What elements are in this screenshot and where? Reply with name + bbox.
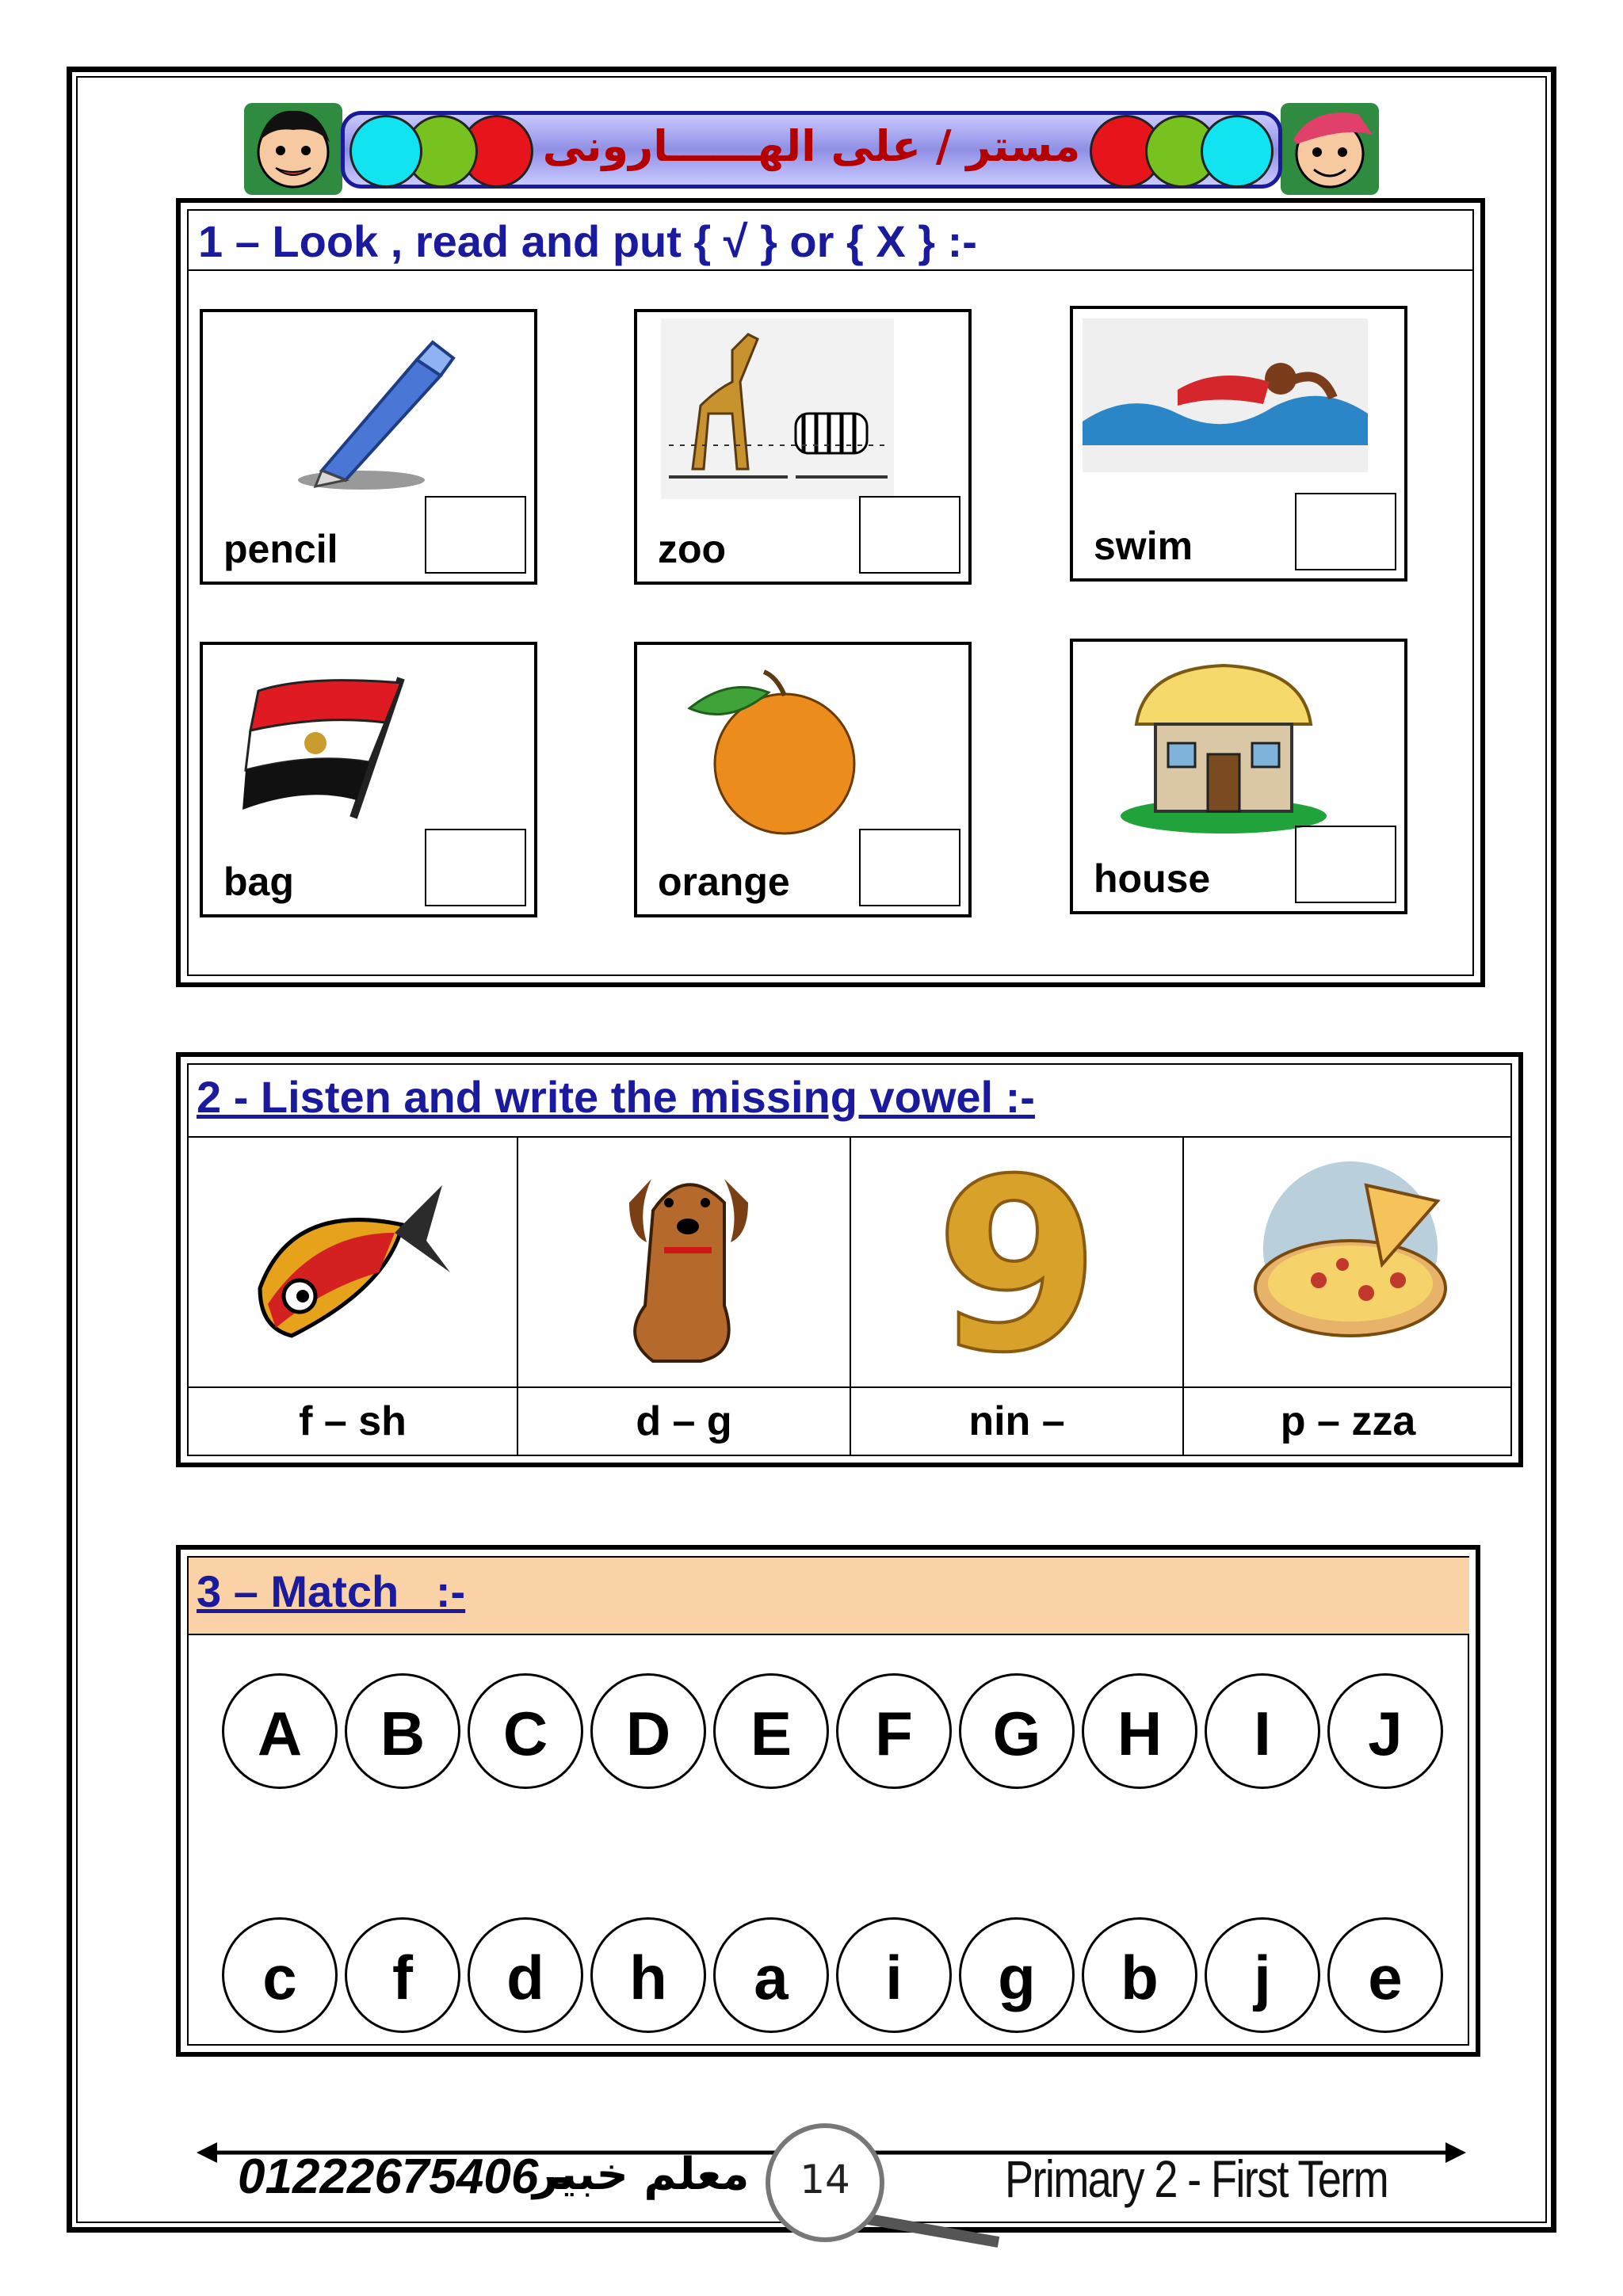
answer-box[interactable]	[425, 496, 526, 574]
giraffe-zebra-icon	[661, 318, 894, 499]
vowel-cell-dog	[518, 1138, 851, 1455]
card-word: house	[1094, 856, 1211, 901]
lowercase-letter-circle[interactable]: a	[713, 1917, 829, 2033]
uppercase-letter-circle[interactable]: B	[345, 1673, 460, 1789]
pizza-icon	[1247, 1154, 1453, 1360]
lowercase-letter-circle[interactable]: h	[590, 1917, 706, 2033]
pen-icon	[298, 336, 472, 494]
uppercase-letter-circle[interactable]: A	[222, 1673, 338, 1789]
lowercase-letter-circle[interactable]: g	[959, 1917, 1075, 2033]
header-banner	[341, 111, 1282, 189]
answer-box[interactable]	[1295, 493, 1396, 570]
lowercase-letter-circle[interactable]: i	[836, 1917, 952, 2033]
number-nine-icon	[934, 1128, 1101, 1405]
card-house	[1070, 639, 1407, 914]
vowel-word: f – sh	[299, 1398, 407, 1444]
answer-box[interactable]	[859, 496, 960, 574]
answer-box[interactable]	[1295, 826, 1396, 903]
uppercase-letter-circle[interactable]: C	[468, 1673, 583, 1789]
card-swim	[1070, 306, 1407, 582]
magnifier-icon	[864, 2210, 1022, 2258]
footer-arabic: معلم خبير	[533, 2149, 750, 2200]
swimmer-icon	[1083, 318, 1368, 472]
section3-title: 3 – Match :-	[197, 1566, 466, 1616]
boy-face-icon	[244, 103, 342, 195]
vowel-word: p – zza	[1280, 1398, 1416, 1444]
card-word: pencil	[223, 527, 338, 571]
uppercase-letter-circle[interactable]: D	[590, 1673, 706, 1789]
lowercase-letter-circle[interactable]: d	[468, 1917, 583, 2033]
card-word: swim	[1094, 524, 1193, 568]
section1-title: 1 – Look , read and put { √ } or { X } :-	[198, 216, 977, 266]
uppercase-letter-circle[interactable]: G	[959, 1673, 1075, 1789]
footer-term: Primary 2 - First Term	[1005, 2149, 1388, 2208]
vowel-cell-fish	[189, 1138, 518, 1455]
house-icon	[1121, 661, 1327, 835]
vowel-cell-pizza	[1184, 1138, 1512, 1455]
card-pencil	[200, 309, 537, 585]
lowercase-letter-circle[interactable]: b	[1082, 1917, 1197, 2033]
uppercase-letter-circle[interactable]: I	[1205, 1673, 1320, 1789]
egypt-flag-icon	[242, 667, 433, 826]
lowercase-letter-circle[interactable]: c	[222, 1917, 338, 2033]
card-word: orange	[658, 860, 790, 904]
card-zoo	[634, 309, 972, 585]
orange-icon	[666, 661, 872, 843]
footer-phone: 01222675406 -	[238, 2149, 569, 2204]
lowercase-letter-circle[interactable]: f	[345, 1917, 460, 2033]
card-orange	[634, 642, 972, 917]
card-word: bag	[223, 860, 294, 904]
answer-box[interactable]	[859, 829, 960, 906]
section2-title: 2 - Listen and write the missing vowel :-	[197, 1072, 1035, 1122]
girl-face-icon	[1281, 103, 1379, 195]
fish-icon	[244, 1154, 458, 1367]
card-bag	[200, 642, 537, 917]
uppercase-letter-circle[interactable]: F	[836, 1673, 952, 1789]
answer-box[interactable]	[425, 829, 526, 906]
page-number: 14	[766, 2123, 884, 2242]
lowercase-letter-circle[interactable]: e	[1327, 1917, 1443, 2033]
card-word: zoo	[658, 527, 727, 571]
uppercase-letter-circle[interactable]: J	[1327, 1673, 1443, 1789]
uppercase-letter-circle[interactable]: E	[713, 1673, 829, 1789]
svg-text:9: 9	[934, 1128, 1101, 1405]
vowel-word: d – g	[636, 1398, 732, 1444]
teacher-name: مستر / على الهــــــارونى	[542, 121, 1081, 171]
dog-icon	[605, 1147, 772, 1369]
vowel-cell-nine	[851, 1128, 1184, 1455]
vowel-word: nin –	[968, 1398, 1065, 1444]
uppercase-letter-circle[interactable]: H	[1082, 1673, 1197, 1789]
lowercase-letter-circle[interactable]: j	[1205, 1917, 1320, 2033]
